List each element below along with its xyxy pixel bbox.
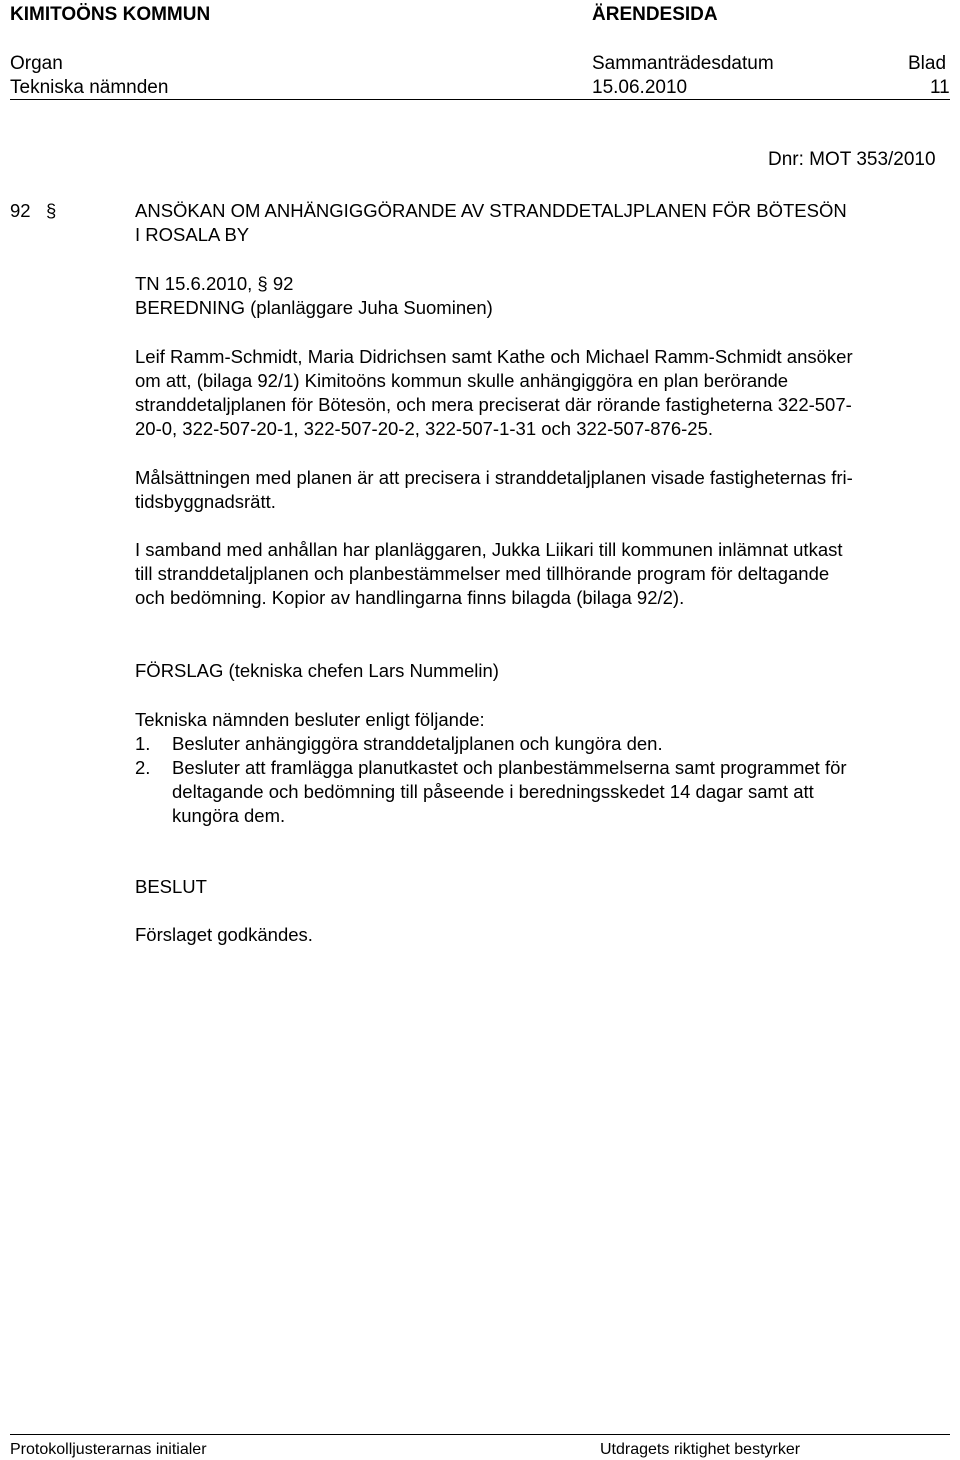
footer-certification-label: Utdragets riktighet bestyrker [600,1441,801,1458]
footer-initials-label: Protokolljusterarnas initialer [10,1441,207,1458]
organ-label: Organ [10,53,63,74]
paragraph-application [135,345,950,441]
document-type: ÄRENDESIDA [592,4,718,25]
decision-heading: BESLUT [135,876,207,897]
date-label: Sammanträdesdatum [592,53,774,74]
page-number: 11 [930,77,950,98]
paragraph-line: till stranddetaljplanen och planbestämmelser med tillhörande program för deltagande [135,563,830,584]
page-label: Blad [908,53,947,74]
section-title-line1: ANSÖKAN OM ANHÄNGIGGÖRANDE AV STRANDDETALJPLANEN FÖR BÖTESÖN [135,200,847,221]
paragraph-line: tidsbyggnadsrätt. [135,491,276,512]
footer-rule [10,1434,950,1435]
reference-date: TN 15.6.2010, [135,273,253,294]
paragraph-line: stranddetaljplanen för Bötesön, och mera preciserat där rörande fastigheterna 322-507- [135,394,852,415]
paragraph-line: Målsättningen med planen är att precisera i stranddetaljplanen visade fastigheternas fri- [135,467,853,488]
list-item [135,756,950,828]
proposal-list [135,732,950,828]
paragraph-documents [135,538,950,610]
reference-symbol: § [257,273,268,294]
list-item-number: 1. [135,733,151,754]
decision-text: Förslaget godkändes. [135,924,313,945]
list-item [135,732,950,756]
list-item-line: Besluter att framlägga planutkastet och planbestämmelserna samt programmet för [172,757,847,778]
paragraph-line: 20-0, 322-507-20-1, 322-507-20-2, 322-507-1-31 och 322-507-876-25. [135,418,714,439]
paragraph-line: Leif Ramm-Schmidt, Maria Didrichsen samt Kathe och Michael Ramm-Schmidt ansöker [135,346,853,367]
meeting-date: 15.06.2010 [592,77,688,98]
section-symbol: § [46,200,57,221]
paragraph-line: om att, (bilaga 92/1) Kimitoöns kommun skulle anhängiggöra en plan berörande [135,370,789,391]
paragraph-line: I samband med anhållan har planläggaren, Jukka Liikari till kommunen inlämnat utkast [135,539,843,560]
header-rule [10,99,950,100]
diary-number: Dnr: MOT 353/2010 [768,149,936,170]
list-item-line: Besluter anhängiggöra stranddetaljplanen och kungöra den. [172,733,663,754]
list-item-line: deltagande och bedömning till påseende i beredningsskedet 14 dagar samt att [172,781,814,802]
reference-line [135,272,293,296]
municipality-name: KIMITOÖNS KOMMUN [10,4,211,25]
organ-value: Tekniska nämnden [10,77,169,98]
paragraph-objective [135,466,950,514]
section-number: 92 [10,200,31,221]
proposal-heading: FÖRSLAG (tekniska chefen Lars Nummelin) [135,660,499,681]
list-item-line: kungöra dem. [172,805,286,826]
proposal-intro: Tekniska nämnden besluter enligt följande: [135,709,485,730]
list-item-number: 2. [135,757,151,778]
reference-number: 92 [272,273,294,294]
section-title-line2: I ROSALA BY [135,224,250,245]
preparation-heading: BEREDNING (planläggare Juha Suominen) [135,297,493,318]
paragraph-line: och bedömning. Kopior av handlingarna finns bilagda (bilaga 92/2). [135,587,685,608]
